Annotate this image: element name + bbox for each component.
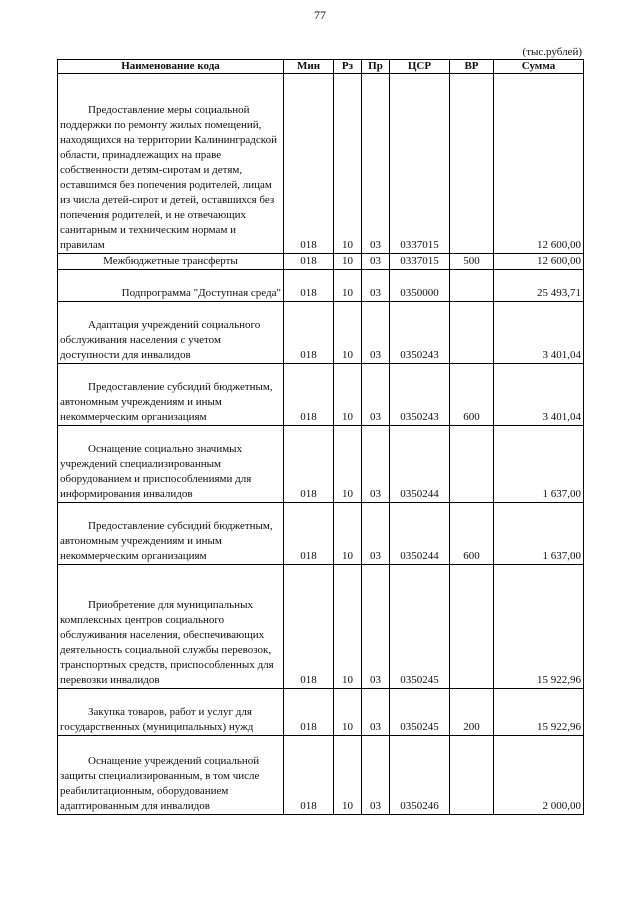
table-row xyxy=(58,565,584,689)
cell-name: Предоставление субсидий бюджетным, автономным учреждениям и иным некоммерческим организациям xyxy=(58,503,284,565)
cell-name: Приобретение для муниципальных комплексных центров социального обслуживания населения, обеспечивающих деятельность социальной службы перевозок, транспортных средств, приспособленных для перевозки инвалидов xyxy=(58,565,284,689)
cell-csr: 0337015 xyxy=(390,74,450,254)
col-header-vr: ВР xyxy=(450,60,494,74)
cell-min: 018 xyxy=(284,74,334,254)
col-header-sum: Сумма xyxy=(494,60,584,74)
cell-sum: 25 493,71 xyxy=(494,270,584,302)
cell-sum: 2 000,00 xyxy=(494,736,584,815)
cell-min: 018 xyxy=(284,302,334,364)
cell-min: 018 xyxy=(284,364,334,426)
cell-pr: 03 xyxy=(362,270,390,302)
cell-sum: 1 637,00 xyxy=(494,503,584,565)
table-row xyxy=(58,689,584,736)
cell-csr: 0350245 xyxy=(390,565,450,689)
cell-rz: 10 xyxy=(334,364,362,426)
table-row xyxy=(58,270,584,302)
cell-rz: 10 xyxy=(334,689,362,736)
cell-rz: 10 xyxy=(334,565,362,689)
cell-csr: 0350000 xyxy=(390,270,450,302)
cell-sum: 12 600,00 xyxy=(494,74,584,254)
cell-sum: 12 600,00 xyxy=(494,254,584,270)
cell-csr: 0350246 xyxy=(390,736,450,815)
cell-sum: 15 922,96 xyxy=(494,689,584,736)
cell-name: Закупка товаров, работ и услуг для государственных (муниципальных) нужд xyxy=(58,689,284,736)
cell-vr xyxy=(450,565,494,689)
cell-name: Адаптация учреждений социального обслуживания населения с учетом доступности для инвалидов xyxy=(58,302,284,364)
cell-vr xyxy=(450,736,494,815)
cell-csr: 0350243 xyxy=(390,302,450,364)
cell-vr xyxy=(450,74,494,254)
cell-name: Подпрограмма "Доступная среда" xyxy=(58,270,284,302)
cell-name: Оснащение учреждений социальной защиты специализированным, в том числе реабилитационным, оборудованием адаптированным для инвалидов xyxy=(58,736,284,815)
cell-name: Предоставление субсидий бюджетным, автономным учреждениям и иным некоммерческим организациям xyxy=(58,364,284,426)
col-header-pr: Пр xyxy=(362,60,390,74)
cell-rz: 10 xyxy=(334,503,362,565)
cell-pr: 03 xyxy=(362,364,390,426)
col-header-min: Мин xyxy=(284,60,334,74)
cell-pr: 03 xyxy=(362,503,390,565)
cell-vr: 200 xyxy=(450,689,494,736)
cell-csr: 0350243 xyxy=(390,364,450,426)
cell-csr: 0350244 xyxy=(390,426,450,503)
table-header-row xyxy=(58,60,584,74)
cell-rz: 10 xyxy=(334,736,362,815)
table-row xyxy=(58,503,584,565)
col-header-name: Наименование кода xyxy=(58,60,284,74)
cell-min: 018 xyxy=(284,689,334,736)
cell-pr: 03 xyxy=(362,426,390,503)
cell-vr: 600 xyxy=(450,364,494,426)
cell-pr: 03 xyxy=(362,74,390,254)
col-header-csr: ЦСР xyxy=(390,60,450,74)
cell-rz: 10 xyxy=(334,426,362,503)
table-row xyxy=(58,254,584,270)
cell-vr: 600 xyxy=(450,503,494,565)
cell-csr: 0350244 xyxy=(390,503,450,565)
cell-pr: 03 xyxy=(362,736,390,815)
units-label: (тыс.рублей) xyxy=(522,46,582,58)
cell-name: Межбюджетные трансферты xyxy=(58,254,284,270)
cell-rz: 10 xyxy=(334,302,362,364)
cell-vr xyxy=(450,302,494,364)
cell-sum: 3 401,04 xyxy=(494,302,584,364)
cell-pr: 03 xyxy=(362,689,390,736)
cell-min: 018 xyxy=(284,565,334,689)
cell-min: 018 xyxy=(284,270,334,302)
cell-sum: 15 922,96 xyxy=(494,565,584,689)
cell-vr xyxy=(450,270,494,302)
col-header-rz: Рз xyxy=(334,60,362,74)
cell-rz: 10 xyxy=(334,270,362,302)
table-row xyxy=(58,736,584,815)
cell-vr xyxy=(450,426,494,503)
cell-min: 018 xyxy=(284,254,334,270)
page-number: 77 xyxy=(314,8,326,22)
cell-min: 018 xyxy=(284,503,334,565)
cell-min: 018 xyxy=(284,736,334,815)
cell-sum: 1 637,00 xyxy=(494,426,584,503)
cell-name: Оснащение социально значимых учреждений специализированным оборудованием и приспособлениями для информирования инвалидов xyxy=(58,426,284,503)
cell-sum: 3 401,04 xyxy=(494,364,584,426)
cell-csr: 0350245 xyxy=(390,689,450,736)
cell-min: 018 xyxy=(284,426,334,503)
cell-vr: 500 xyxy=(450,254,494,270)
cell-rz: 10 xyxy=(334,254,362,270)
cell-pr: 03 xyxy=(362,254,390,270)
cell-csr: 0337015 xyxy=(390,254,450,270)
table-row xyxy=(58,426,584,503)
cell-name: Предоставление меры социальной поддержки по ремонту жилых помещений, находящихся на территории Калининградской области, принадлежащих на праве собственности детям-сиротам и детям, оставшимся без попечения родителей, лицам из числа детей-сирот и детей, оставшихся без попечения родителей, и не отвечающих санитарным и техническим нормам и правилам xyxy=(58,74,284,254)
table-row xyxy=(58,74,584,254)
table-row xyxy=(58,302,584,364)
cell-pr: 03 xyxy=(362,565,390,689)
budget-table xyxy=(57,59,584,815)
cell-rz: 10 xyxy=(334,74,362,254)
table-row xyxy=(58,364,584,426)
cell-pr: 03 xyxy=(362,302,390,364)
